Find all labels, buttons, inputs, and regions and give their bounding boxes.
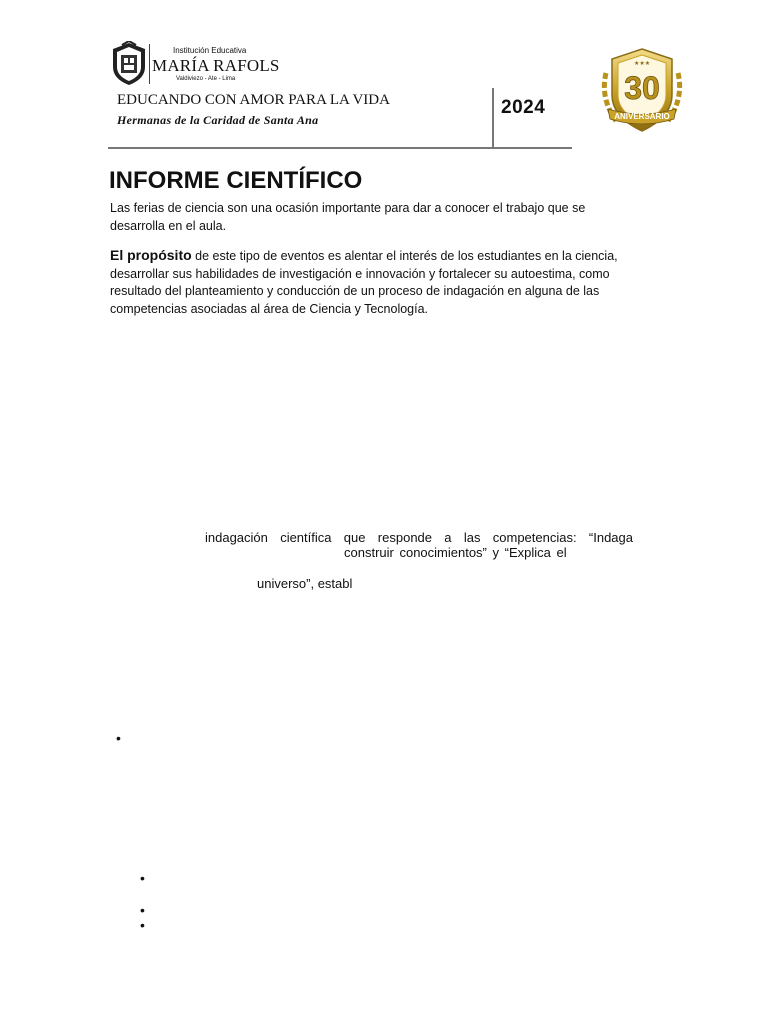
- bullet-point: •: [140, 870, 145, 886]
- text-fragment-1: indagación científica que responde a las competencias: “Indaga: [205, 530, 633, 545]
- anniversary-badge: [594, 43, 690, 139]
- school-crest-logo: [110, 41, 148, 87]
- institution-location: Valdiviezo - Ate - Lima: [176, 76, 236, 82]
- document-title: INFORME CIENTÍFICO: [109, 167, 363, 194]
- text-fragment-3: universo”, establ: [257, 576, 353, 591]
- logo-divider: [149, 44, 150, 84]
- bullet-point: •: [140, 917, 145, 933]
- intro-paragraph: Las ferias de ciencia son una ocasión importante para dar a conocer el trabajo que se desarrolla en el aula.: [110, 201, 586, 233]
- badge-label: ANIVERSARIO: [614, 112, 670, 121]
- institution-label: Institución Educativa: [173, 46, 247, 55]
- header-divider-horizontal: [108, 147, 572, 149]
- badge-number: 30: [624, 70, 660, 106]
- bullet-point: •: [116, 730, 121, 746]
- header-year: 2024: [501, 97, 546, 118]
- bullet-point: •: [140, 902, 145, 918]
- text-fragment-2: construir conocimientos” y “Explica el: [344, 545, 567, 560]
- institution-name: MARÍA RAFOLS: [152, 56, 280, 75]
- congregation-name: Hermanas de la Caridad de Santa Ana: [117, 113, 319, 127]
- header-divider-vertical: [492, 88, 494, 147]
- purpose-paragraph: [110, 247, 655, 318]
- purpose-text: de este tipo de eventos es alentar el interés de los estudiantes en la ciencia, desarrollar sus habilidades de investigación e innovación y fortalecer su autoestima, como resultado del planteamiento y conducción de un proceso de indagación en alguna de las competencias asociadas al área de Ciencia y Tecnología.: [110, 249, 618, 316]
- school-motto: EDUCANDO CON AMOR PARA LA VIDA: [117, 92, 390, 108]
- purpose-lead: El propósito: [110, 247, 192, 263]
- badge-stars: ★★★: [634, 61, 651, 67]
